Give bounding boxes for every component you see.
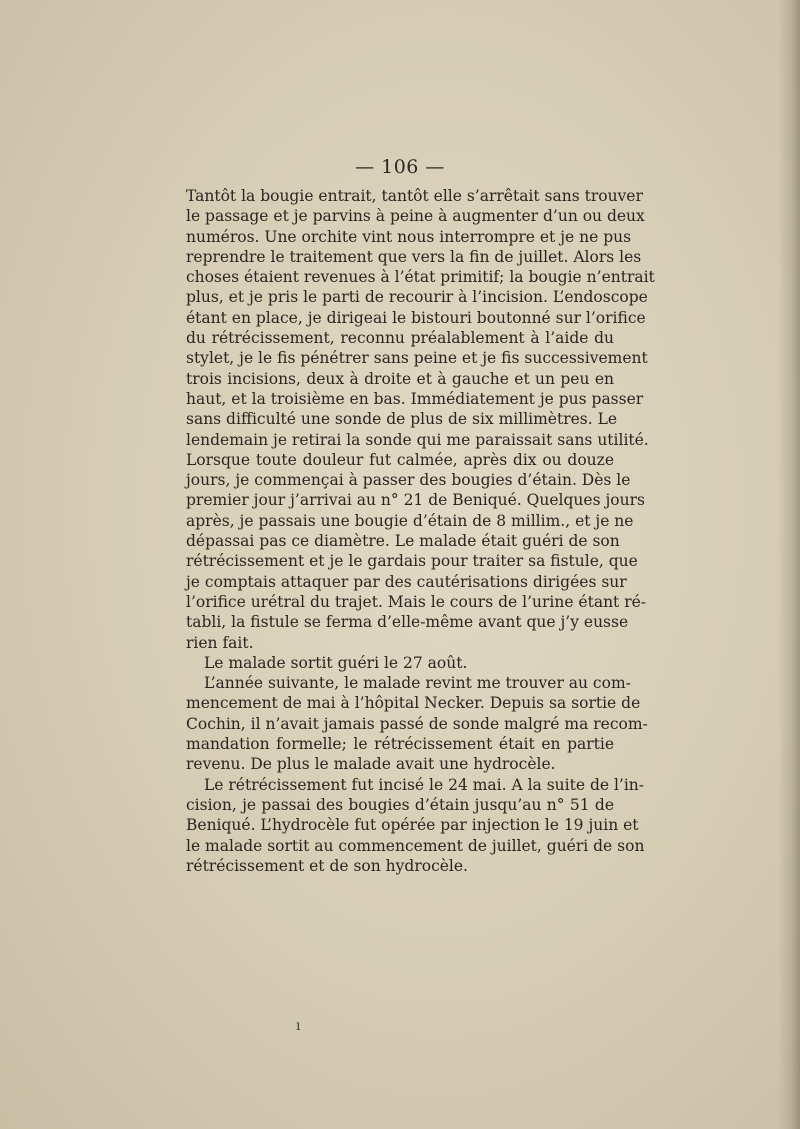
- page-number: — 106 —: [355, 156, 445, 178]
- text-line: numéros. Une orchite vint nous interrompre et je ne pus: [186, 227, 632, 246]
- text-line: cision, je passai des bougies d’étain jusqu’au n° 51 de: [186, 795, 614, 814]
- text-line: étant en place, je dirigeai le bistouri boutonné sur l’orifice: [186, 308, 646, 327]
- text-line: après, je passais une bougie d’étain de 8 millim., et je ne: [186, 511, 634, 530]
- text-line: tabli, la fistule se ferma d’elle-même avant que j’y eusse: [186, 613, 629, 632]
- text-line: du rétrécissement, reconnu préalablement à l’aide du: [186, 329, 614, 348]
- text-line: dépassai pas ce diamètre. Le malade était guéri de son: [186, 532, 620, 551]
- text-line: reprendre le traitement que vers la fin de juillet. Alors les: [186, 247, 642, 266]
- text-line: mencement de mai à l’hôpital Necker. Depuis sa sortie de: [186, 694, 641, 713]
- text-line: Le rétrécissement fut incisé le 24 mai. A la suite de l’in-: [204, 775, 645, 794]
- text-line: l’orifice urétral du trajet. Mais le cours de l’urine étant ré-: [186, 592, 647, 611]
- text-line: trois incisions, deux à droite et à gauche et un peu en: [186, 369, 614, 388]
- text-line: rien fait.: [186, 633, 254, 652]
- text-line: Beniqué. L’hydrocèle fut opérée par injection le 19 juin et: [186, 816, 639, 835]
- text-line: le malade sortit au commencement de juillet, guéri de son: [186, 836, 645, 855]
- text-line: plus, et je pris le parti de recourir à l’incision. L’endoscope: [186, 288, 648, 307]
- text-line: Lorsque toute douleur fut calmée, après dix ou douze: [186, 450, 614, 469]
- text-line: rétrécissement et je le gardais pour traiter sa fistule, que: [186, 552, 638, 571]
- body-text: [186, 186, 655, 876]
- text-line: haut, et la troisième en bas. Immédiatement je pus passer: [186, 389, 644, 408]
- text-line: revenu. De plus le malade avait une hydrocèle.: [186, 755, 556, 774]
- text-line: choses étaient revenues à l’état primitif; la bougie n’entrait: [186, 268, 655, 287]
- text-line: mandation formelle; le rétrécissement était en partie: [186, 735, 614, 754]
- text-line: le passage et je parvins à peine à augmenter d’un ou deux: [186, 207, 645, 226]
- text-line: Cochin, il n’avait jamais passé de sonde malgré ma recom-: [186, 714, 648, 733]
- text-line: premier jour j’arrivai au n° 21 de Beniqué. Quelques jours: [186, 491, 645, 510]
- text-line: stylet, je le fis pénétrer sans peine et je fis successivement: [186, 349, 648, 368]
- text-line: jours, je commençai à passer des bougies d’étain. Dès le: [186, 471, 631, 490]
- text-line: rétrécissement et de son hydrocèle.: [186, 856, 468, 875]
- text-line: sans difficulté une sonde de plus de six millimètres. Le: [186, 410, 618, 429]
- text-line: lendemain je retirai la sonde qui me paraissait sans utilité.: [186, 430, 649, 449]
- text-line: Tantôt la bougie entrait, tantôt elle s’arrêtait sans trouver: [186, 187, 643, 205]
- text-line: Le malade sortit guéri le 27 août.: [204, 653, 468, 672]
- footer-mark: ı: [296, 1018, 301, 1034]
- text-line: L’année suivante, le malade revint me trouver au com-: [204, 674, 631, 693]
- text-line: je comptais attaquer par des cautérisations dirigées sur: [186, 572, 627, 591]
